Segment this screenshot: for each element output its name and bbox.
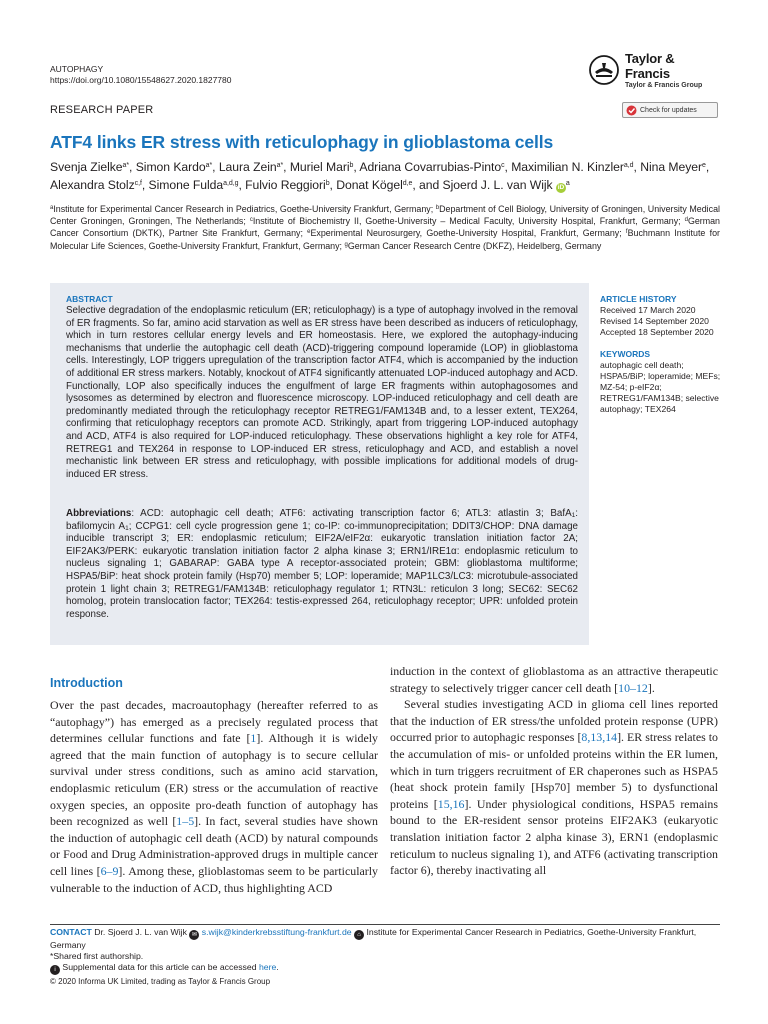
shared-authorship-note: *Shared first authorship.: [50, 951, 144, 961]
keywords: [600, 349, 725, 415]
supplemental-note: [50, 962, 730, 975]
author-list: [50, 158, 720, 194]
intro-column-1: Over the past decades, macroautophagy (hereafter referred to as “autophagy”) has emerged as a precisely regulated process that determines cellular functions and fate [1]. Although it is widely agreed that the main function of autophagy is to secure cellular survival under stress conditions, such as amino acid starvation, endoplasmic reticulum (ER) stress or the accumulation of reactive oxygen species, an opposite pro-death function of autophagy has been recognized as well [1–5]. In fact, several studies have shown the induction of autophagic cell death (ACD) by natural compounds or Food and Drug Administration-approved drugs in multiple cancer cell lines [6–9]. Among these, glioblastomas seem to be particularly vulnerable to the induction of ACD, thus highlighting ACD: [50, 698, 379, 895]
abbreviations-text: : ACD: autophagic cell death; ATF6: activating transcription factor 6; ATL3: atlastin 3; BafA$_1$: bafilomycin $A_1$; CCPG1: cell cycle progression gene 1; co-IP: co-immunoprecipitation; DDIT3/CHOP: DNA damage inducible transcript 3; ER: endoplasmic reticulum; EIF2A/eIF2α: eukaryotic translation initiation factor 2A; EIF2AK3/PERK: eukaryotic translation initiation factor 2 alpha kinase 3; ERN1/IRE1α: endoplasmic reticulum to nucleus signaling 1; GABARAP: GABA type A receptor-associated protein; GBM: glioblastoma multiforme; HSPA5/BiP: heat shock protein family (Hsp70) member 5; LOP: loperamide; MAP1LC3/LC3: microtubule-associated protein 1 light chain 3; RETREG1/FAM134B: reticulophagy regulator 1; RTN3L: reticulon 3 long; SEC62: SEC62 homolog, protein translocation factor; TEX264: testis-expressed 264, reticulophagy receptor; UPR: unfolded protein response.: [66, 508, 578, 620]
taylor-francis-icon: [588, 55, 620, 85]
keywords-text: autophagic cell death; HSPA5/BiP; loperamide; MEFs; MZ-54; p-eIF2α; RETREG1/FAM134B; selective autophagy; TEX264: [600, 360, 721, 414]
section-label: RESEARCH PAPER: [50, 104, 154, 116]
crossmark-icon: [626, 105, 637, 116]
revised-date: Revised 14 September 2020: [600, 316, 709, 326]
article-history: [600, 294, 725, 338]
footer-divider: [50, 924, 720, 925]
accepted-date: Accepted 18 September 2020: [600, 327, 714, 337]
journal-header: [50, 64, 232, 86]
check-for-updates-label: Check for updates: [640, 106, 697, 114]
supplemental-suffix: .: [276, 962, 279, 972]
publisher-logo[interactable]: [588, 50, 718, 89]
introduction-heading: Introduction: [50, 676, 123, 690]
affiliations: $^a$Institute for Experimental Cancer Research in Pediatrics, Goethe-University Frankfurt, Germany; $^b$Department of Cell Biology, University of Groningen, University Medical Center Groningen, Groningen, The Netherlands; $^c$Institute of Biochemistry II, Goethe-University – Medical Faculty, University Hospital, Frankfurt, Germany; $^d$German Cancer Consortium (DKTK), Partner Site Frankfurt, Germany; $^e$Experimental Neurosurgery, Goethe-University Hospital, Frankfurt, Germany; $^f$Buchmann Institute for Molecular Life Sciences, Goethe-University Frankfurt, Frankfurt, Germany; $^g$German Cancer Research Centre (DKFZ), Heidelberg, Germany: [50, 204, 720, 251]
email-icon: ✉: [189, 930, 199, 940]
journal-name: AUTOPHAGY: [50, 64, 104, 74]
authors-text: Svenja Zielke$^{a*}$, Simon Kardo$^{a*}$, Laura Zein$^{a*}$, Muriel Mari$^b$, Adriana Covarrubias-Pinto$^c$, Maximilian N. Kinzler$^{a,d}$, Nina Meyer$^e$, Alexandra Stolz$^{c,f}$, Simone Fulda$^{a,d,g}$, Fulvio Reggiori$^b$, Donat Kögel$^{d,e}$, and Sjoerd J. L. van Wijk: [50, 160, 710, 192]
contact-name: Dr. Sjoerd J. L. van Wijk: [94, 927, 187, 937]
publisher-group: Taylor & Francis Group: [625, 81, 703, 89]
contact-line: [50, 927, 730, 952]
contact-label: CONTACT: [50, 927, 92, 937]
copyright: © 2020 Informa UK Limited, trading as Taylor & Francis Group: [50, 977, 271, 986]
abstract-text: Selective degradation of the endoplasmic reticulum (ER; reticulophagy) is a type of autophagy involved in the removal of ER fragments. So far, amino acid starvation as well as ER stress have been described as inducers of reticulophagy, which in turn restores cellular energy levels and ER homeostasis. Here, we explored the autophagy-inducing mechanisms that underlie the autophagic cell death (ACD)-triggering compound loperamide (LOP) in glioblastoma cells. Interestingly, LOP triggers upregulation of the transcription factor ATF4, which is accompanied by the induction of additional ER stress markers. Notably, knockout of ATF4 significantly attenuated LOP-induced autophagy and ACD. Functionally, LOP also specifically induces the engulfment of large ER fragments within autophagosomes and lysosomes as determined by electron and fluorescence microscopy. LOP-induced reticulophagy and cell death are predominantly mediated through the reticulophagy receptor RETREG1/FAM134B and, to a lesser extent, TEX264, confirming that reticulophagy receptors can promote ACD. Strikingly, apart from triggering LOP-induced autophagy and ACD, ATF4 is also required for LOP-induced reticulophagy. These observations highlight a key role for ATF4, RETREG1 and TEX264 in response to LOP-induced ER stress, reticulophagy and ACD, and establish a novel mechanistic link between ER stress and reticulophagy, with possible implications for additional models of drug-induced ER stress.: [66, 305, 578, 480]
info-icon: i: [50, 965, 60, 975]
check-for-updates-button[interactable]: [622, 102, 718, 118]
intro-col2-paragraph-2: Several studies investigating ACD in glioma cell lines reported that the induction of ER stress/the unfolded protein response (UPR) occurred prior to autophagic responses [8,13,14]. ER stress relates to the accumulation of mis- or unfolded proteins within the ER lumen, which in turn triggers recruitment of ER chaperones such as HSPA5 (heat shock protein family [Hsp70] member 5) to dysfunctional proteins [15,16]. Under physiological conditions, HSPA5 remains bound to the ER-resident sensor proteins EIF2AK3 (eukaryotic translation initiation factor 2 alpha kinase 3), ERN1 (endoplasmic reticulum to nucleus signaling 1), and ATF6 (activating transcription factor 6), thereby inactivating all: [390, 697, 718, 878]
orcid-icon[interactable]: iD: [557, 184, 565, 191]
keywords-heading: KEYWORDS: [600, 349, 651, 359]
supplemental-link[interactable]: here: [258, 962, 277, 972]
abbreviations-label: Abbreviations: [66, 508, 132, 519]
article-history-heading: ARTICLE HISTORY: [600, 294, 677, 304]
intro-col2-paragraph-1: induction in the context of glioblastoma as an attractive therapeutic strategy to selectively trigger cancer cell death [10–12].: [390, 664, 718, 695]
orcid-affil-sup: a: [565, 180, 570, 187]
contact-email[interactable]: s.wijk@kinderkrebsstiftung-frankfurt.de: [201, 927, 352, 937]
contact-address: Institute for Experimental Cancer Research in Pediatrics, Goethe-University Frankfurt, Germany: [50, 927, 697, 950]
article-title: ATF4 links ER stress with reticulophagy in glioblastoma cells: [50, 132, 554, 152]
intro-column-2: [390, 663, 718, 879]
received-date: Received 17 March 2020: [600, 305, 696, 315]
abbreviations: [66, 508, 578, 621]
doi-link[interactable]: https://doi.org/10.1080/15548627.2020.1827780: [50, 75, 232, 85]
abstract-heading: ABSTRACT: [66, 294, 113, 304]
publisher-name: Taylor & Francis: [625, 50, 675, 81]
supplemental-text: Supplemental data for this article can be accessed: [62, 962, 259, 972]
address-icon: ⌂: [354, 930, 364, 940]
